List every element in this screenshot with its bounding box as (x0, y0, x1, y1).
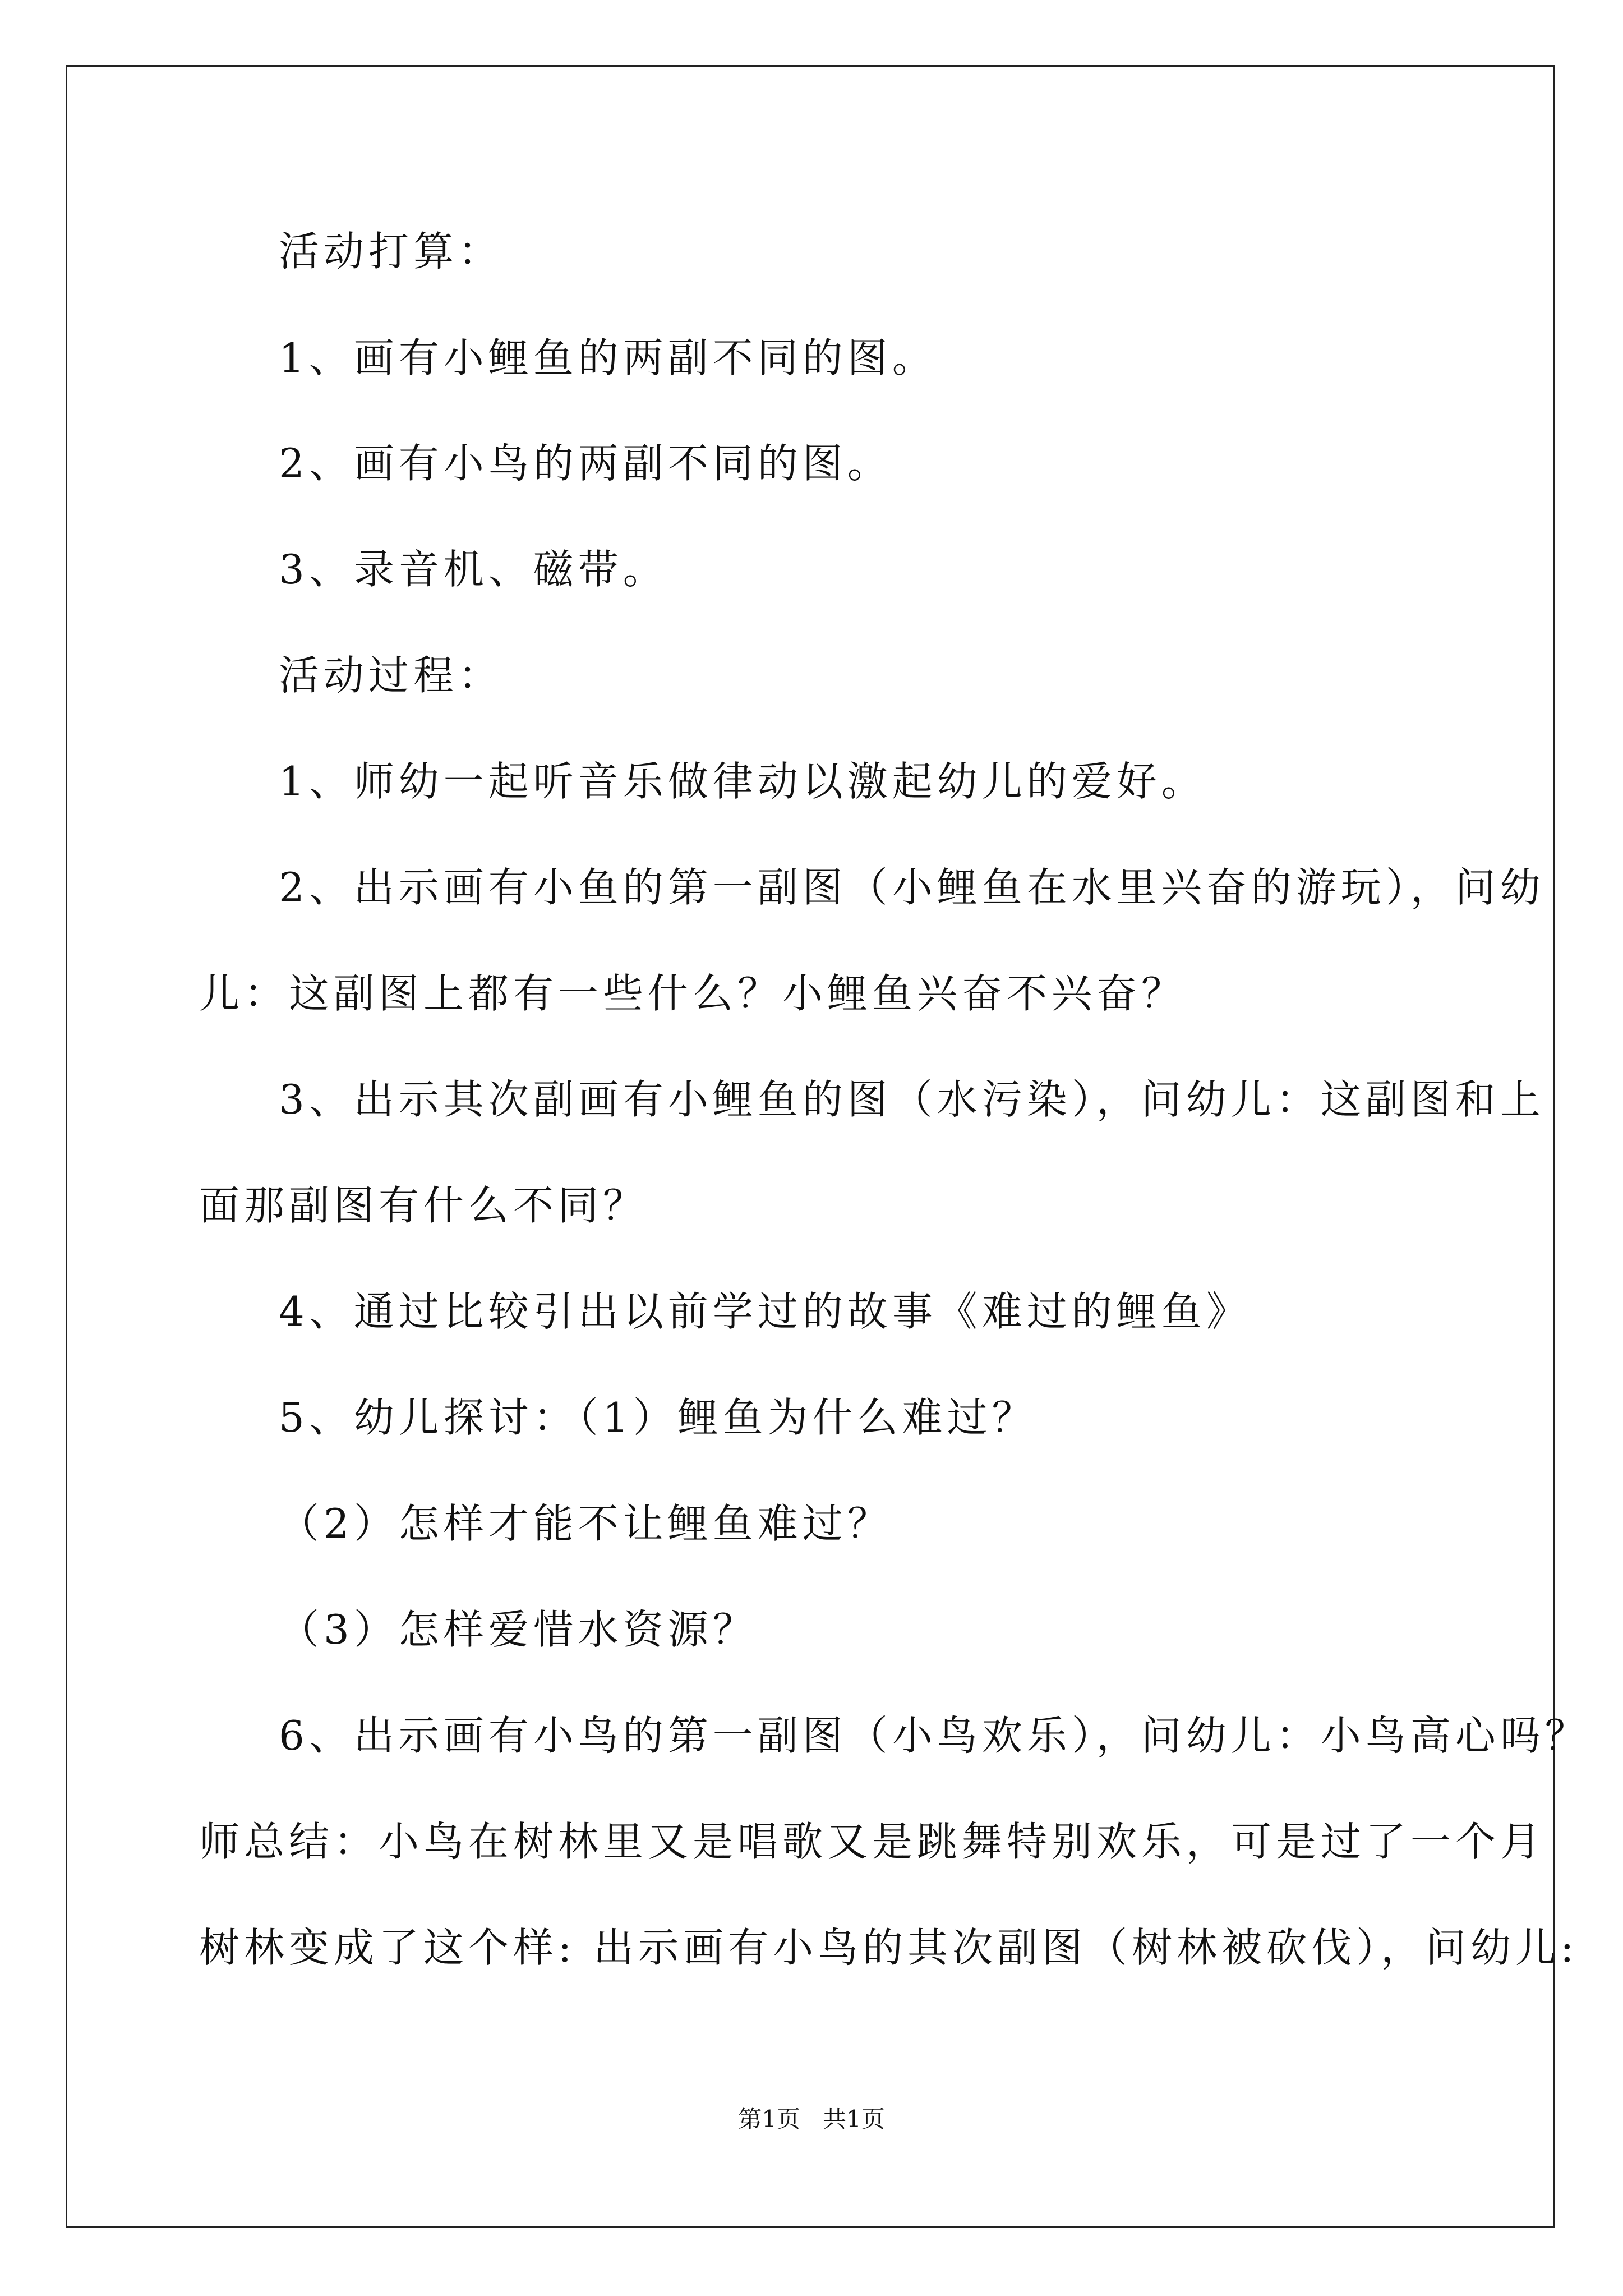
text-line: 1、师幼一起听音乐做律动以激起幼儿的爱好。 (279, 758, 1206, 805)
text-line: 树林变成了这个样: 出示画有小鸟的其次副图（树林被砍伐），问幼儿: (199, 1924, 1579, 1971)
text-line: 5、幼儿探讨：（1）鲤鱼为什么难过？ (279, 1394, 1037, 1441)
page-number-footer: 第1页 共1页 (738, 2105, 885, 2133)
text-line: 3、出示其次副画有小鲤鱼的图（水污染），问幼儿：这副图和上 (279, 1076, 1545, 1123)
text-line: 6、出示画有小鸟的第一副图（小鸟欢乐），问幼儿：小鸟高心吗？ (279, 1712, 1590, 1759)
text-line: 面那副图有什么不同？ (199, 1182, 648, 1229)
text-line: 4、通过比较引出以前学过的故事《难过的鲤鱼》 (279, 1288, 1251, 1335)
text-line: 2、出示画有小鱼的第一副图（小鲤鱼在水里兴奋的游玩），问幼 (279, 864, 1545, 911)
section-heading-preparation: 活动打算： (279, 228, 504, 275)
text-line: 1、画有小鲤鱼的两副不同的图。 (279, 334, 937, 381)
section-heading-process: 活动过程： (279, 652, 504, 699)
text-line: 2、画有小鸟的两副不同的图。 (279, 440, 892, 487)
text-line: 师总结：小鸟在树林里又是唱歌又是跳舞特别欢乐，可是过了一个月 (199, 1818, 1546, 1865)
text-line: （2）怎样才能不让鲤鱼难过？ (279, 1500, 892, 1547)
text-line: 3、录音机、磁带。 (279, 546, 668, 593)
text-line: （3）怎样爱惜水资源？ (279, 1606, 758, 1653)
text-line: 儿：这副图上都有一些什么？小鲤鱼兴奋不兴奋？ (199, 970, 1187, 1017)
page-border (66, 65, 1555, 2228)
